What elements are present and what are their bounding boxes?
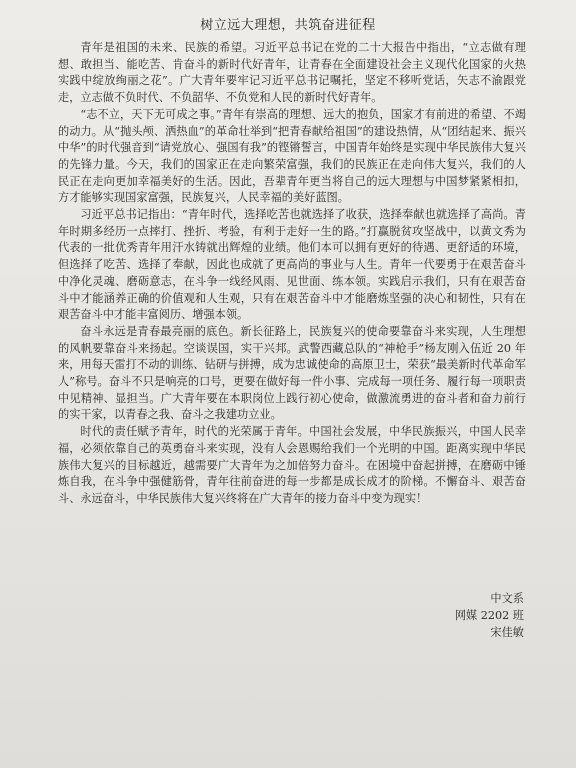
signature-author: 宋佳敏: [490, 626, 524, 639]
paragraph-3: 习近平总书记指出：“青年时代，选择吃苦也就选择了收获，选择奉献也就选择了高尚。青年时期多经历一点摔打、挫折、考验，有利于走好一生的路。”打赢脱贫攻坚战中，以黄文秀为代表的一批优秀青年用汗水铸就出辉煌的业绩。他们本可以拥有更好的待遇、更舒适的环境，但选择了吃苦、选择了奉献，因此也成就了更高尚的事业与人生。青年一代要勇于在艰苦奋斗中净化灵魂、磨砺意志，在斗争一线经风雨、见世面、练本领。实践启示我们，只有在艰苦奋斗中才能涵养正确的价值观和人生观，只有在艰苦奋斗中才能磨炼坚强的决心和韧性，只有在艰苦奋斗中才能丰富阅历、增强本领。: [58, 208, 526, 322]
paragraph-4: 奋斗永远是青春最亮丽的底色。新长征路上，民族复兴的使命要靠奋斗来实现，人生理想的风帆要靠奋斗来扬起。空谈误国，实干兴邦。武警西藏总队的“神枪手”杨友刚入伍近 20 年来，用每天雷打不动的训练、钻研与拼搏，成为忠诚使命的高原卫士，荣获“最美新时代革命军人”称号。奋斗不只是响亮的口号，更要在做好每一件小事、完成每一项任务、履行每一项职责中见精神、显担当。广大青年要在本职岗位上践行初心使命，做激流勇进的奋斗者和奋力前行的实干家，以青春之我、奋斗之我建功立业。: [58, 324, 526, 422]
signature-block: [384, 590, 524, 641]
paragraph-2: “志不立，天下无可成之事。”青年有崇高的理想、远大的抱负，国家才有前进的希望、不竭的动力。从“抛头颅、洒热血”的革命壮举到“把青春献给祖国”的建设热情，从“团结起来、振兴中华”的时代强音到“请党放心、强国有我”的铿锵誓言，中国青年始终是实现中华民族伟大复兴的先锋力量。今天，我们的国家正在走向繁荣富强，我们的民族正在走向伟大复兴，我们的人民正在走向更加幸福美好的生活。因此，吾辈青年更当将自己的远大理想与中国梦紧紧相扣，方才能够实现国家富强，民族复兴，人民幸福的美好蓝图。: [58, 107, 526, 205]
document-title: 树立远大理想，共筑奋进征程: [200, 18, 376, 33]
document-body: [58, 40, 526, 508]
signature-department: 中文系: [490, 592, 524, 605]
signature-class: 网媒 2202 班: [454, 609, 524, 622]
paragraph-1: 青年是祖国的未来、民族的希望。习近平总书记在党的二十大报告中指出，“立志做有理想、敢担当、能吃苦、肯奋斗的新时代好青年，让青春在全面建设社会主义现代化国家的火热实践中绽放绚丽之花”。广大青年要牢记习近平总书记嘱托，坚定不移听党话，矢志不渝跟党走，立志做不负时代、不负韶华、不负党和人民的新时代好青年。: [58, 41, 526, 105]
paragraph-5: 时代的责任赋予青年，时代的光荣属于青年。中国社会发展，中华民族振兴，中国人民幸福，必须依靠自己的英勇奋斗来实现，没有人会恩赐给我们一个光明的中国。距离实现中华民族伟大复兴的目标越近，越需要广大青年为之加倍努力奋斗。在困境中奋起拼搏，在磨砺中锤炼自我，在斗争中强健筋骨，青年往前奋进的每一步都是成长成才的阶梯。不懈奋斗、艰苦奋斗、永远奋斗，中华民族伟大复兴终将在广大青年的接力奋斗中变为现实！: [58, 425, 526, 505]
